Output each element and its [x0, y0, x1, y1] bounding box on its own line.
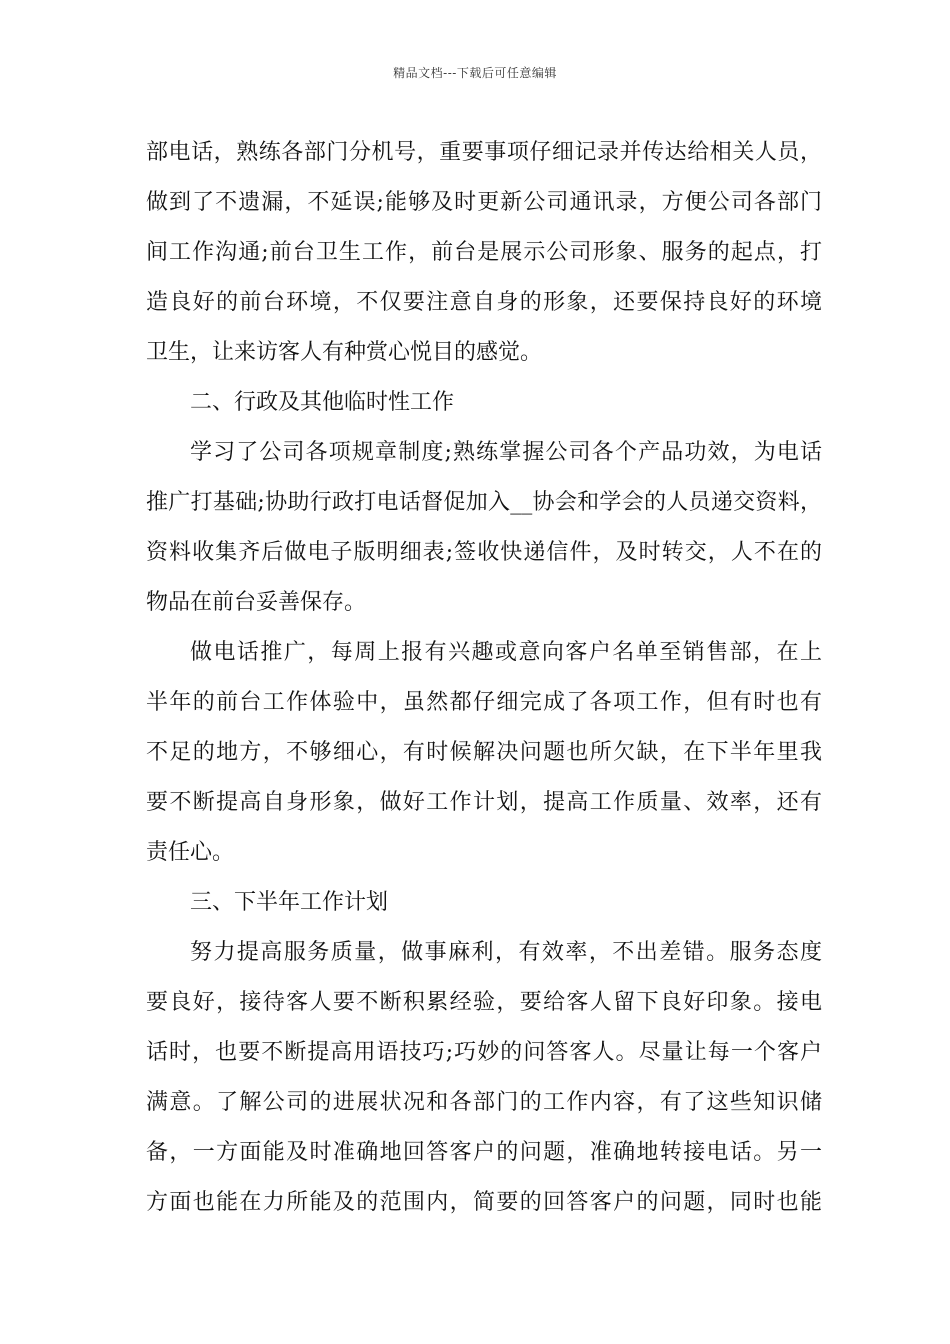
text-line: 满意。了解公司的进展状况和各部门的工作内容，有了这些知识储: [146, 1090, 822, 1115]
text-line: 方面也能在力所能及的范围内，简要的回答客户的问题，同时也能: [146, 1190, 822, 1215]
text-line: 二、行政及其他临时性工作: [190, 390, 455, 415]
text-line: 间工作沟通;前台卫生工作，前台是展示公司形象、服务的起点，打: [146, 240, 822, 265]
document-body: [146, 128, 822, 1228]
text-line: 卫生，让来访客人有种赏心悦目的感觉。: [146, 340, 543, 365]
text-line: 资料收集齐后做电子版明细表;签收快递信件，及时转交，人不在的: [146, 540, 822, 565]
text-line: 推广打基础;协助行政打电话督促加入__协会和学会的人员递交资料，: [146, 490, 822, 515]
text-line: 半年的前台工作体验中，虽然都仔细完成了各项工作，但有时也有: [146, 690, 822, 715]
text-line: 努力提高服务质量，做事麻利，有效率，不出差错。服务态度: [190, 940, 822, 965]
text-line: 话时，也要不断提高用语技巧;巧妙的问答客人。尽量让每一个客户: [146, 1040, 822, 1065]
text-line: 学习了公司各项规章制度;熟练掌握公司各个产品功效，为电话: [190, 440, 822, 465]
text-line: 物品在前台妥善保存。: [146, 590, 367, 615]
text-line: 要不断提高自身形象，做好工作计划，提高工作质量、效率，还有: [146, 790, 822, 815]
text-line: 备，一方面能及时准确地回答客户的问题，准确地转接电话。另一: [146, 1140, 822, 1165]
text-line: 责任心。: [146, 840, 235, 865]
text-line: 部电话，熟练各部门分机号，重要事项仔细记录并传达给相关人员，: [146, 140, 822, 165]
text-line: 三、下半年工作计划: [190, 890, 389, 915]
text-line: 做电话推广，每周上报有兴趣或意向客户名单至销售部，在上: [190, 640, 822, 665]
text-line: 要良好，接待客人要不断积累经验，要给客人留下良好印象。接电: [146, 990, 822, 1015]
page-header: 精品文档---下载后可任意编辑: [393, 66, 557, 80]
text-line: 造良好的前台环境，不仅要注意自身的形象，还要保持良好的环境: [146, 290, 822, 315]
text-line: 不足的地方，不够细心，有时候解决问题也所欠缺，在下半年里我: [146, 740, 822, 765]
text-line: 做到了不遗漏，不延误;能够及时更新公司通讯录，方便公司各部门: [146, 190, 822, 215]
